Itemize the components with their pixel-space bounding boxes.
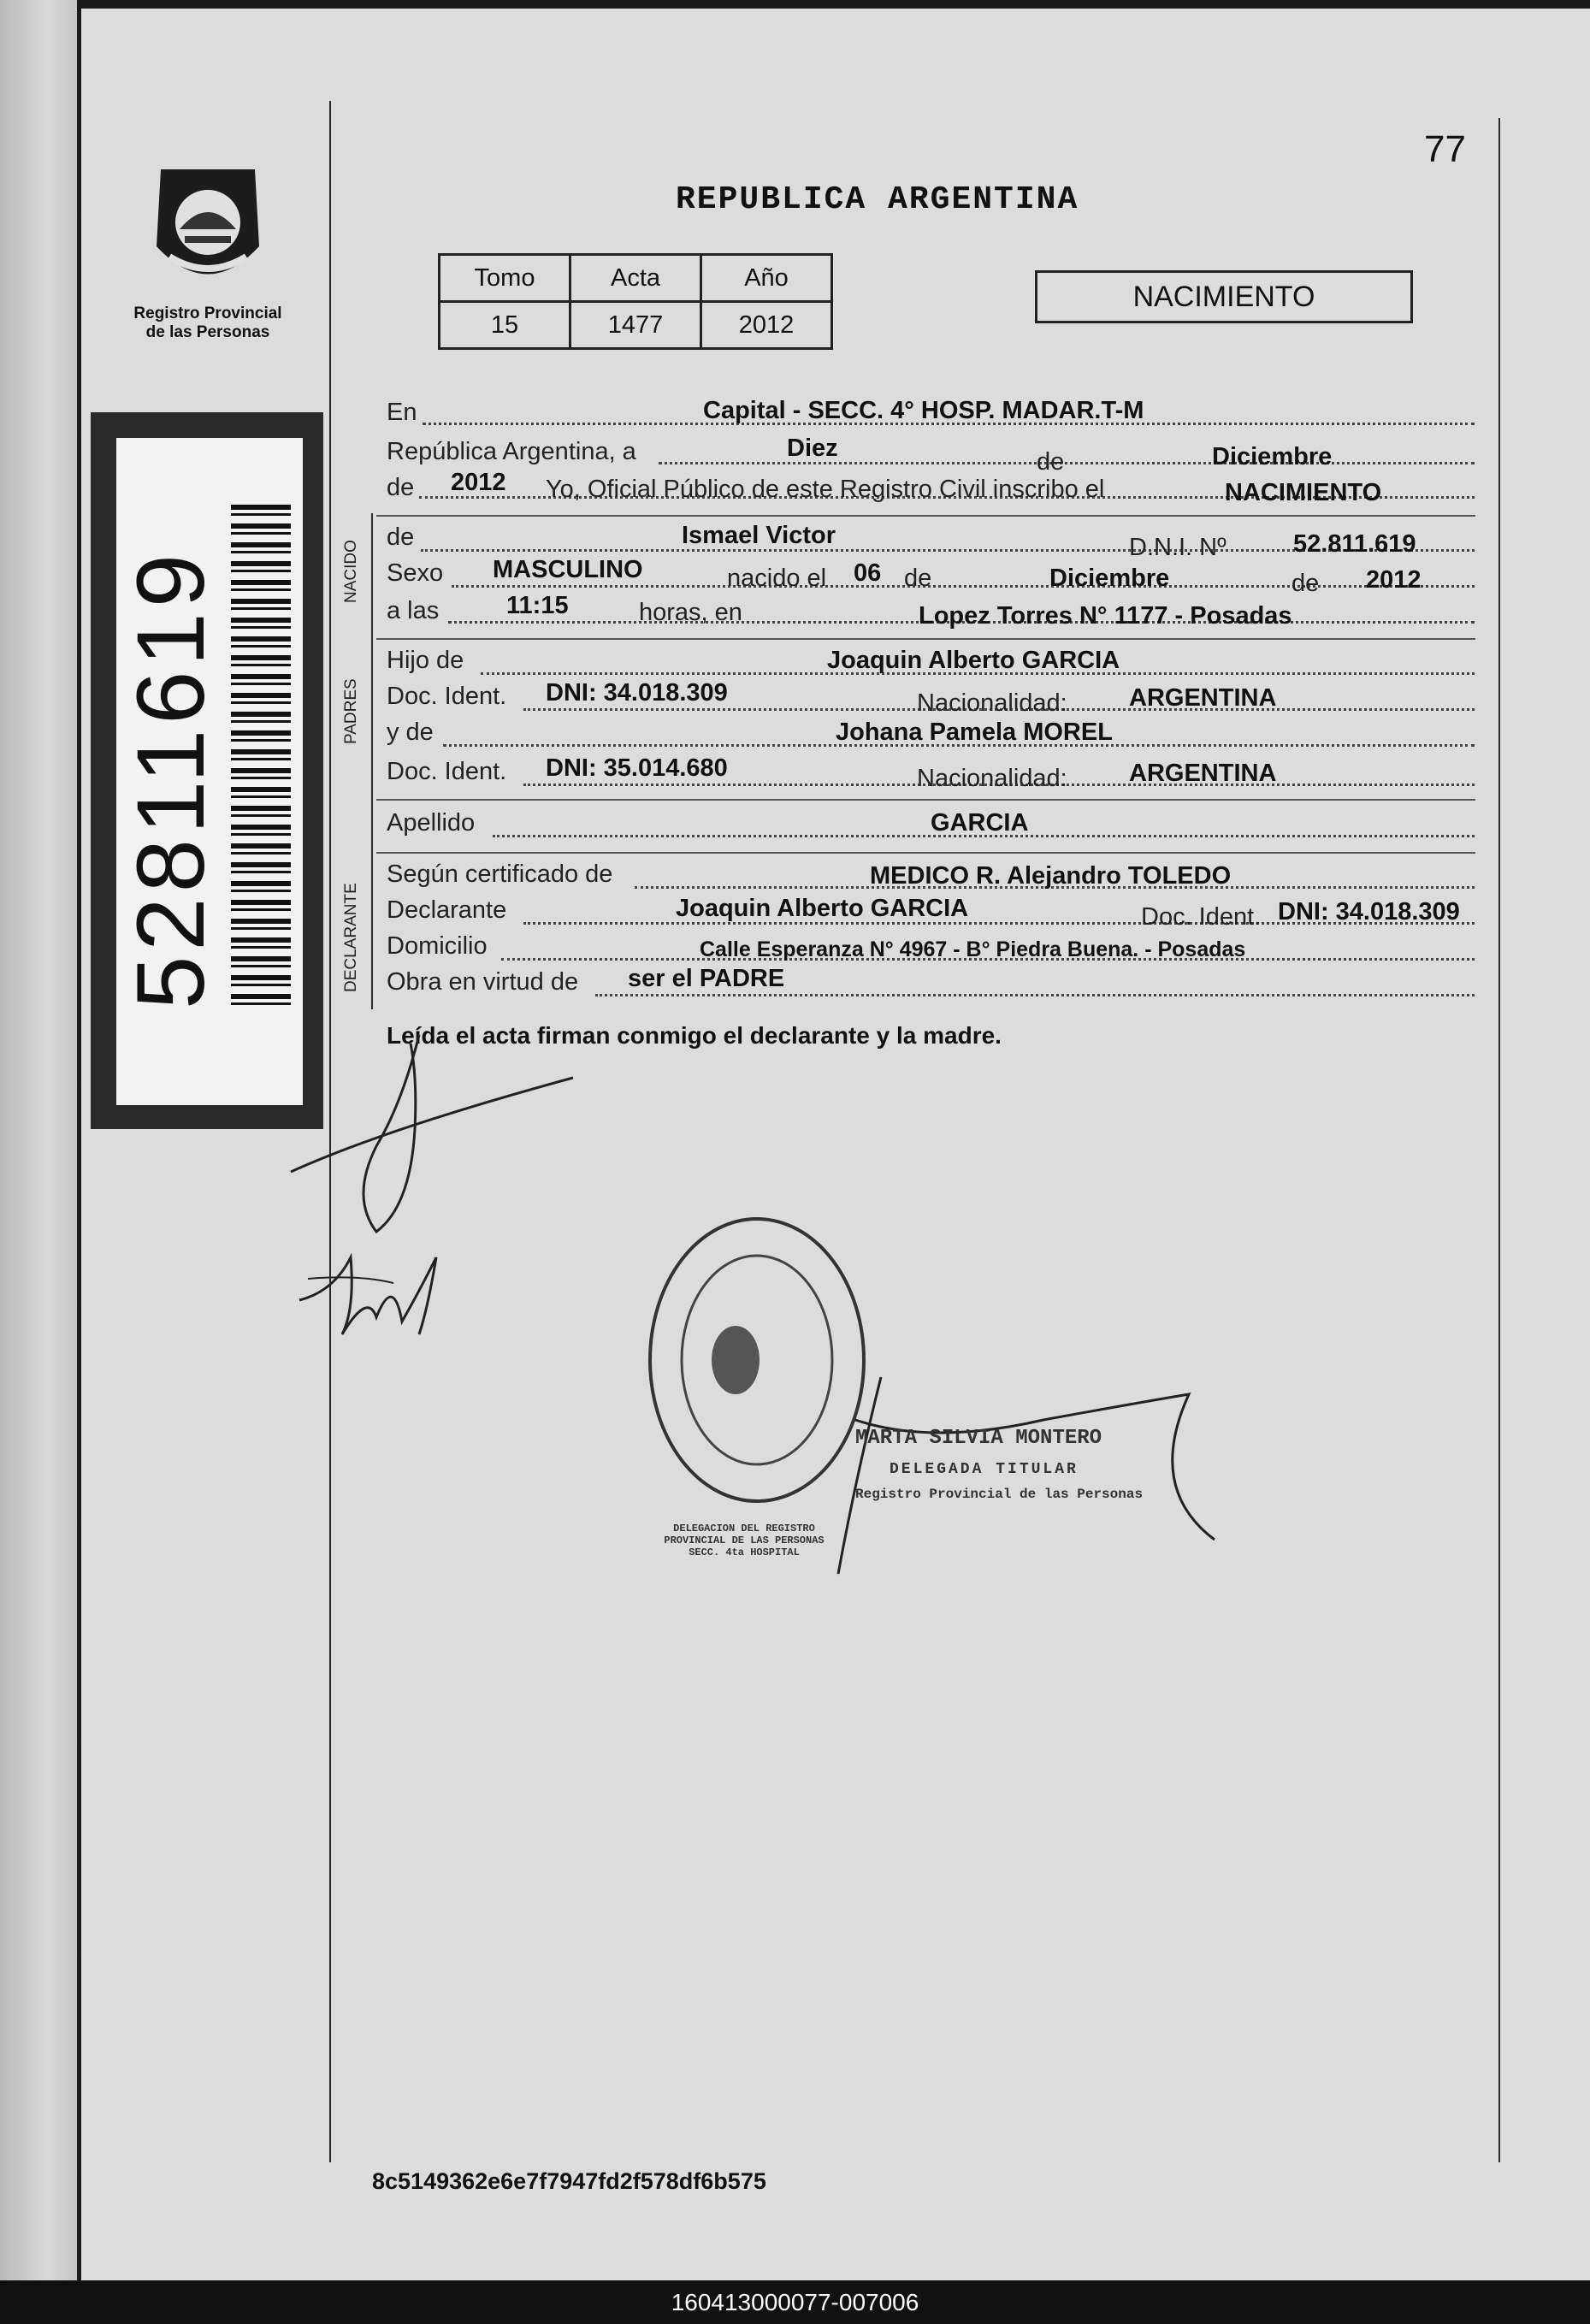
- side-label-padres: PADRES: [342, 678, 360, 744]
- barcode-number: 52811619: [117, 549, 224, 1009]
- padre-value: Joaquin Alberto GARCIA: [827, 647, 1120, 674]
- right-margin-line: [1498, 118, 1500, 2162]
- year-value: 2012: [451, 469, 506, 496]
- barcode-bars: [231, 505, 291, 1009]
- table-header-row: [440, 255, 832, 302]
- padre-doc: DNI: 34.018.309: [546, 679, 728, 707]
- declarante-doc: DNI: 34.018.309: [1278, 898, 1460, 925]
- left-page-edge: [0, 0, 77, 2280]
- field-row-apellido: [387, 806, 1475, 840]
- document-hash: 8c5149362e6e7f7947fd2f578df6b575: [372, 2168, 766, 2194]
- table-value-acta: 1477: [570, 302, 701, 349]
- registry-name-line1: Registro Provincial: [133, 305, 282, 322]
- dni-value: 52.811.619: [1293, 530, 1416, 558]
- certificado-value: MEDICO R. Alejandro TOLEDO: [870, 862, 1232, 890]
- footer-code: 160413000077-007006: [0, 2280, 1590, 2324]
- separator-declarante-top: [376, 852, 1475, 854]
- year-de-label: de: [387, 474, 415, 501]
- separator-apellido-top: [376, 799, 1475, 801]
- stamp-org: Registro Provincial de las Personas: [855, 1487, 1144, 1502]
- dots: [595, 994, 1475, 996]
- field-row-sexo: [387, 556, 1475, 597]
- a-las-label: a las: [387, 597, 440, 624]
- field-row-certificado: [387, 857, 1475, 891]
- declarante-label: Declarante: [387, 896, 507, 924]
- birth-year: 2012: [1366, 566, 1422, 594]
- nombre-label: de: [387, 523, 415, 551]
- table-header-tomo: Tomo: [440, 255, 570, 302]
- madre-doc: DNI: 35.014.680: [546, 754, 728, 782]
- seal-text: DELEGACION DEL REGISTRO PROVINCIAL DE LAS PERSONAS SECC. 4ta HOSPITAL: [664, 1523, 825, 1558]
- field-row-date: [387, 435, 1475, 476]
- registry-name: [118, 305, 298, 342]
- field-row-oficial: [387, 469, 1475, 506]
- madre-nac-label: Nacionalidad:: [917, 765, 1067, 792]
- stamp-role: DELEGADA TITULAR: [890, 1461, 1079, 1478]
- field-row-hora: [387, 592, 1475, 630]
- register-table: [438, 253, 833, 350]
- province-seal-logo: [144, 161, 272, 289]
- field-row-padre: [387, 643, 1475, 677]
- birth-de2: de: [1292, 570, 1320, 597]
- de-label: de: [1037, 448, 1065, 476]
- obra-value: ser el PADRE: [628, 965, 785, 992]
- table-value-tomo: 15: [440, 302, 570, 349]
- nombre-value: Ismael Victor: [682, 522, 836, 549]
- mother-signature: [291, 1240, 453, 1351]
- section-divider-line: [371, 513, 373, 1009]
- domicilio-value: Calle Esperanza N° 4967 - B° Piedra Buena. - Posadas: [700, 937, 1246, 961]
- sexo-label: Sexo: [387, 559, 444, 587]
- side-label-declarante: DECLARANTE: [342, 883, 360, 992]
- en-label: En: [387, 399, 417, 426]
- padre-doc-label: Doc. Ident.: [387, 683, 507, 710]
- table-header-ano: Año: [701, 255, 832, 302]
- hora-value: 11:15: [506, 592, 569, 619]
- obra-label: Obra en virtud de: [387, 968, 579, 996]
- en-value: Capital - SECC. 4° HOSP. MADAR.T-M: [703, 397, 1144, 424]
- lugar-value: Lopez Torres N° 1177 - Posadas: [919, 602, 1292, 630]
- declarante-doc-label: Doc. Ident.: [1141, 903, 1262, 931]
- domicilio-label: Domicilio: [387, 932, 488, 960]
- certificado-label: Según certificado de: [387, 860, 613, 888]
- field-row-domicilio: [387, 929, 1475, 963]
- horas-label: horas, en: [639, 599, 742, 626]
- dni-label: D.N.I. Nº: [1129, 534, 1226, 561]
- apellido-value: GARCIA: [931, 809, 1029, 837]
- hijo-label: Hijo de: [387, 647, 464, 674]
- madre-nac: ARGENTINA: [1129, 760, 1277, 787]
- dots: [659, 462, 1475, 464]
- birth-de1: de: [904, 565, 932, 592]
- page-number: 77: [1424, 128, 1466, 170]
- field-row-nombre: [387, 520, 1475, 561]
- y-de-label: y de: [387, 718, 434, 746]
- stamp-name: MARTA SILVIA MONTERO: [855, 1427, 1102, 1450]
- field-row-declarante: [387, 893, 1475, 931]
- field-row-madre-doc: [387, 754, 1475, 792]
- registry-name-line2: de las Personas: [145, 323, 270, 341]
- padre-nac-label: Nacionalidad:: [917, 689, 1067, 717]
- separator-nacido-top: [376, 515, 1475, 517]
- field-row-padre-doc: [387, 679, 1475, 717]
- field-row-obra: [387, 965, 1475, 999]
- table-value-ano: 2012: [701, 302, 832, 349]
- side-label-nacido: NACIDO: [342, 540, 360, 603]
- document-title: REPUBLICA ARGENTINA: [676, 181, 1079, 218]
- padre-nac: ARGENTINA: [1129, 684, 1277, 712]
- oficial-text: Yo, Oficial Público de este Registro Civil inscribo el: [546, 476, 1105, 503]
- dots: [452, 585, 1475, 588]
- nacido-label: nacido el: [727, 565, 827, 592]
- birth-day: 06: [854, 559, 882, 587]
- act-type-box: NACIMIENTO: [1035, 270, 1413, 323]
- act-value: NACIMIENTO: [1225, 479, 1382, 506]
- declarant-signature: [282, 1026, 607, 1249]
- table-value-row: [440, 302, 832, 349]
- closing-text: Leída el acta firman conmigo el declarante y la madre.: [387, 1022, 1002, 1049]
- apellido-label: Apellido: [387, 809, 476, 837]
- separator-padres-top: [376, 638, 1475, 640]
- madre-value: Johana Pamela MOREL: [836, 718, 1113, 746]
- declarante-value: Joaquin Alberto GARCIA: [676, 895, 969, 922]
- month-value: Diciembre: [1212, 443, 1333, 470]
- field-row-madre: [387, 715, 1475, 749]
- sexo-value: MASCULINO: [493, 556, 643, 583]
- birth-month: Diciembre: [1049, 565, 1170, 592]
- madre-doc-label: Doc. Ident.: [387, 758, 507, 785]
- table-header-acta: Acta: [570, 255, 701, 302]
- day-value: Diez: [787, 435, 838, 462]
- republica-label: República Argentina, a: [387, 438, 636, 465]
- field-row-en: [387, 395, 1475, 429]
